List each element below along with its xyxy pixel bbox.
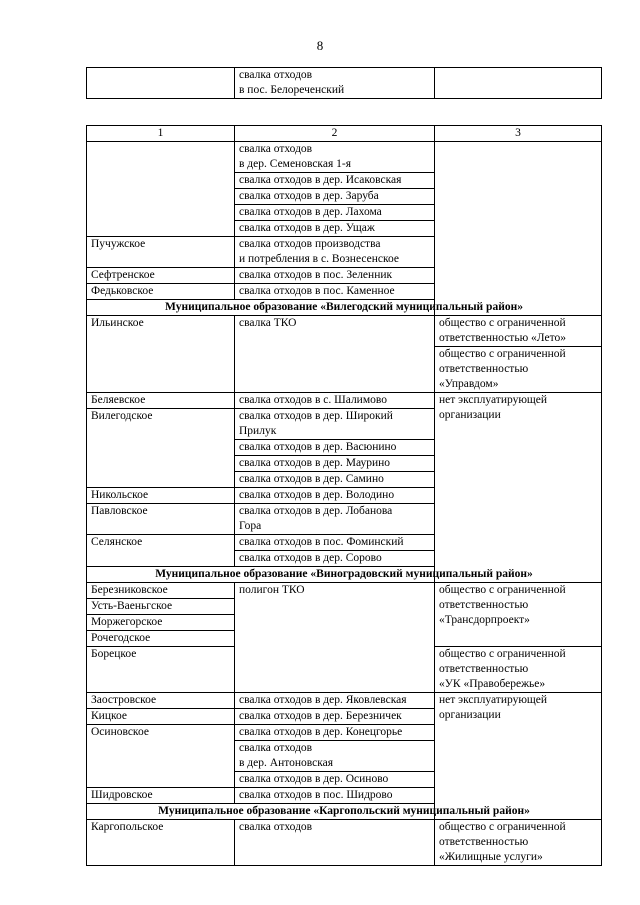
dump-cell: свалка отходов в дер. Конецгорье: [235, 725, 435, 741]
page-number: 8: [316, 38, 324, 53]
operator-cell: [435, 68, 602, 99]
section-title: Муниципальное образование «Каргопольский муниципальный район»: [87, 804, 602, 820]
municipality-cell: [87, 68, 235, 99]
municipality-cell: Ильинское: [87, 316, 235, 393]
municipality-cell: Беляевское: [87, 393, 235, 409]
column-header-2: 2: [235, 126, 435, 142]
dump-cell: свалка отходов в дер. Заруба: [235, 189, 435, 205]
dump-cell: свалка отходов в пос. Зеленник: [235, 268, 435, 284]
table-row: [87, 316, 602, 347]
municipality-cell: Шидровское: [87, 788, 235, 804]
municipality-cell: Кицкое: [87, 709, 235, 725]
dump-cell: свалка отходов в пос. Шидрово: [235, 788, 435, 804]
municipality-cell: Вилегодское: [87, 409, 235, 488]
dump-cell: свалка отходов в дер. Самино: [235, 472, 435, 488]
dump-cell: свалка отходов в дер. Лахома: [235, 205, 435, 221]
dump-cell: свалка отходов в дер. Осиново: [235, 772, 435, 788]
section-header-row: [87, 804, 602, 820]
dump-cell: свалка отходов в дер. Широкий Прилук: [235, 409, 435, 440]
dump-cell: свалка отходов в дер. Васюнино: [235, 440, 435, 456]
municipality-cell: Павловское: [87, 504, 235, 535]
table-row: [87, 68, 602, 99]
dump-cell: свалка отходов в дер. Володино: [235, 488, 435, 504]
dump-cell: свалка отходов в дер. Лобанова Гора: [235, 504, 435, 535]
municipality-cell: Усть-Ваеньгское: [87, 599, 235, 615]
operator-cell: нет эксплуатирующей организации: [435, 393, 602, 583]
dump-cell: полигон ТКО: [235, 583, 435, 693]
section-header-row: [87, 567, 602, 583]
table-row: [87, 393, 602, 409]
municipality-cell: Осиновское: [87, 725, 235, 788]
municipality-cell: Моржегорское: [87, 615, 235, 631]
table-header-row: [87, 126, 602, 142]
municipality-cell: Пучужское: [87, 237, 235, 268]
municipality-cell: Федьковское: [87, 284, 235, 300]
municipality-cell: Рочегодское: [87, 631, 235, 647]
operator-cell: общество с ограниченной ответственностью «УК «Правобережье»: [435, 647, 602, 693]
dump-cell: свалка отходов в пос. Каменное: [235, 284, 435, 300]
municipality-cell: Каргопольское: [87, 820, 235, 866]
dump-cell: свалка отходов в пос. Белореченский: [235, 68, 435, 99]
operator-cell: общество с ограниченной ответственностью «Управдом»: [435, 347, 602, 393]
dump-cell: свалка ТКО: [235, 316, 435, 393]
column-header-3: 3: [435, 126, 602, 142]
dump-cell: свалка отходов в дер. Исаковская: [235, 173, 435, 189]
operator-cell: нет эксплуатирующей организации: [435, 693, 602, 820]
table-row: [87, 693, 602, 709]
section-title: Муниципальное образование «Вилегодский муниципальный район»: [87, 300, 602, 316]
continuation-table: [86, 67, 602, 99]
table-row: [87, 583, 602, 599]
dump-cell: свалка отходов в дер. Маурино: [235, 456, 435, 472]
municipality-cell: Заостровское: [87, 693, 235, 709]
municipality-cell: Березниковское: [87, 583, 235, 599]
operator-cell: общество с ограниченной ответственностью «Жилищные услуги»: [435, 820, 602, 866]
municipality-cell: [87, 142, 235, 237]
dump-cell: свалка отходов в дер. Сорово: [235, 551, 435, 567]
municipality-cell: Борецкое: [87, 647, 235, 693]
dump-cell: свалка отходов в дер. Яковлевская: [235, 693, 435, 709]
column-header-1: 1: [87, 126, 235, 142]
operator-cell: общество с ограниченной ответственностью «Лето»: [435, 316, 602, 347]
municipality-cell: Никольское: [87, 488, 235, 504]
municipality-cell: Сефтренское: [87, 268, 235, 284]
operator-cell: общество с ограниченной ответственностью «Трансдорпроект»: [435, 583, 602, 647]
dump-cell: свалка отходов в пос. Фоминский: [235, 535, 435, 551]
section-title: Муниципальное образование «Виноградовский муниципальный район»: [87, 567, 602, 583]
dump-cell: свалка отходов в дер. Березничек: [235, 709, 435, 725]
operator-cell: [435, 142, 602, 316]
landfill-table: [86, 125, 602, 866]
section-header-row: [87, 300, 602, 316]
dump-cell: свалка отходов в дер. Семеновская 1-я: [235, 142, 435, 173]
dump-cell: свалка отходов производства и потребления в с. Вознесенское: [235, 237, 435, 268]
dump-cell: свалка отходов: [235, 820, 435, 866]
dump-cell: свалка отходов в дер. Ущаж: [235, 221, 435, 237]
municipality-cell: Селянское: [87, 535, 235, 567]
dump-cell: свалка отходов в дер. Антоновская: [235, 741, 435, 772]
table-row: [87, 820, 602, 866]
table-row: [87, 142, 602, 173]
dump-cell: свалка отходов в с. Шалимово: [235, 393, 435, 409]
